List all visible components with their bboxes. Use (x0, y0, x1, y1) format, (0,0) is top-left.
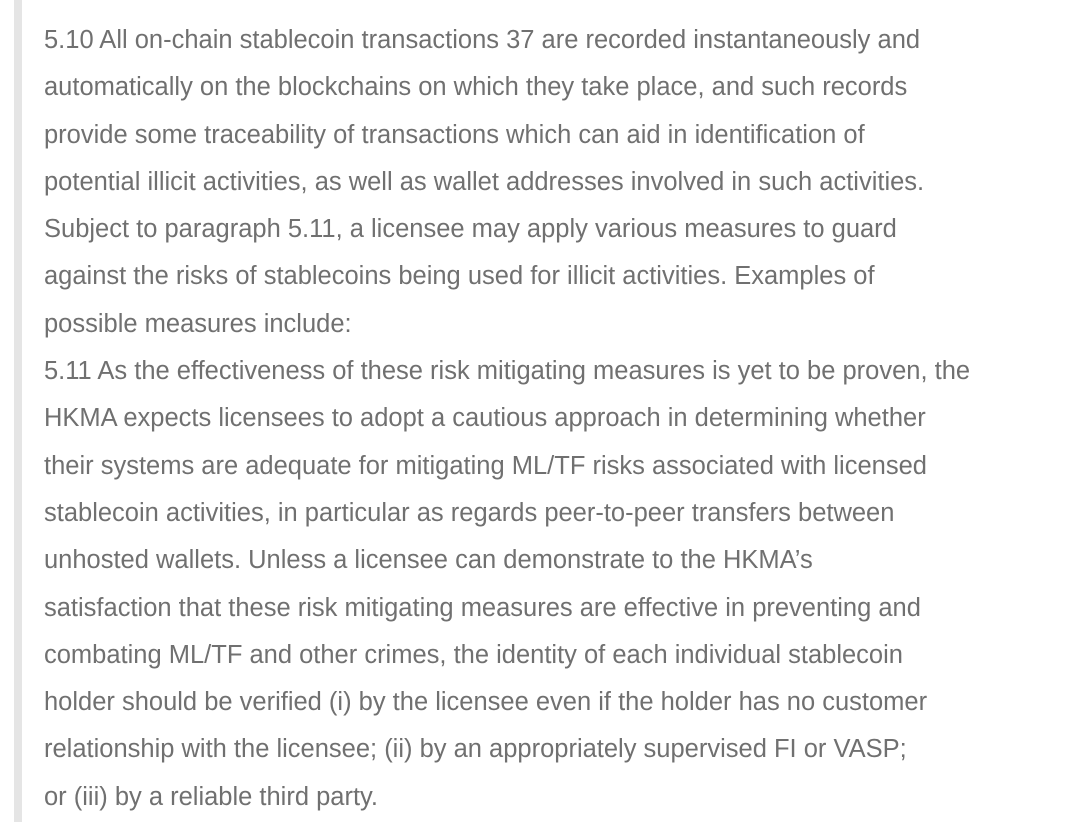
text-line: automatically on the blockchains on which they take place, and such records (44, 73, 908, 102)
text-line: holder should be verified (i) by the licensee even if the holder has no customer (44, 688, 928, 717)
text-line: Subject to paragraph 5.11, a licensee may apply various measures to guard (44, 215, 897, 244)
text-line: provide some traceability of transactions which can aid in identification of (44, 120, 865, 149)
text-line: 5.10 All on-chain stablecoin transactions 37 are recorded instantaneously and (44, 26, 921, 54)
text-line: 5.11 As the effectiveness of these risk mitigating measures is yet to be proven, the (44, 357, 971, 386)
text-line: potential illicit activities, as well as wallet addresses involved in such activities. (44, 167, 925, 196)
text-line: their systems are adequate for mitigating ML/TF risks associated with licensed (44, 451, 927, 480)
text-line: stablecoin activities, in particular as regards peer-to-peer transfers between (44, 498, 895, 527)
text-line: or (iii) by a reliable third party. (44, 782, 378, 811)
text-line: relationship with the licensee; (ii) by an appropriately supervised FI or VASP; (44, 735, 907, 764)
text-line: HKMA expects licensees to adopt a cautious approach in determining whether (44, 404, 926, 433)
text-line: combating ML/TF and other crimes, the identity of each individual stablecoin (44, 640, 903, 669)
text-line: satisfaction that these risk mitigating measures are effective in preventing and (44, 593, 921, 622)
text-line: unhosted wallets. Unless a licensee can demonstrate to the HKMA’s (44, 546, 813, 575)
text-line: possible measures include: (44, 309, 352, 338)
document-body (44, 17, 1076, 821)
text-line: against the risks of stablecoins being used for illicit activities. Examples of (44, 262, 875, 291)
